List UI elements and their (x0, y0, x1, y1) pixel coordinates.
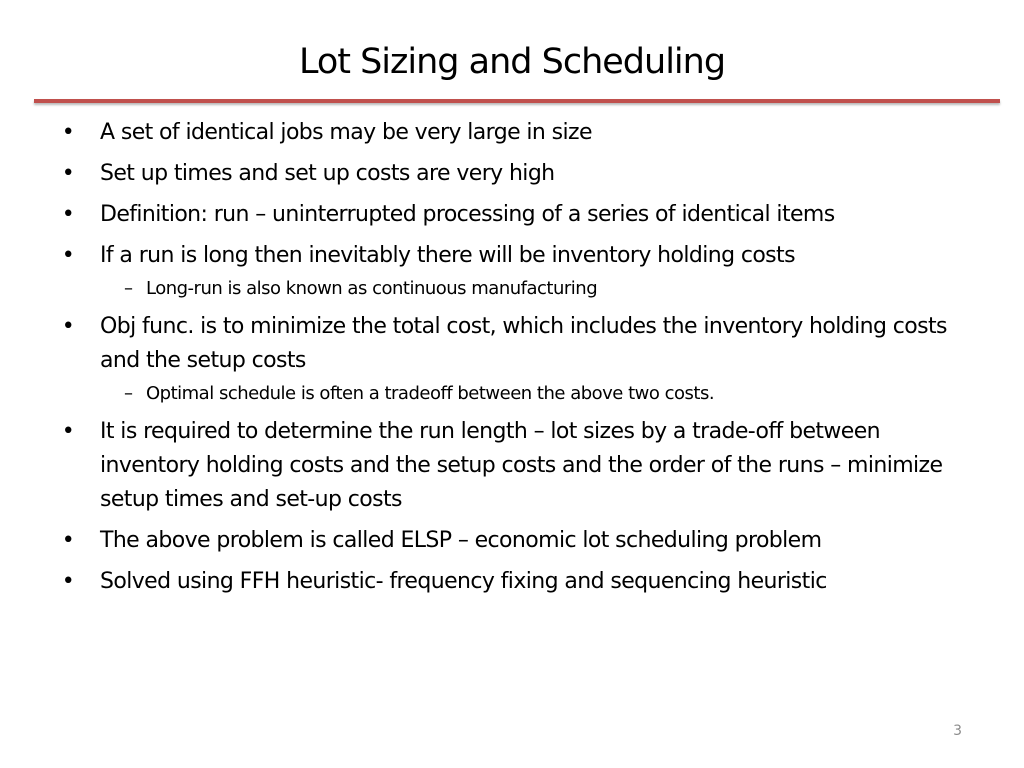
bullet-item (0, 415, 1024, 517)
bullet-text: Obj func. is to minimize the total cost, which includes the inventory holding costs and the setup costs (100, 314, 947, 373)
slide-title: Lot Sizing and Scheduling (298, 42, 726, 82)
bullet-marker: • (61, 120, 75, 145)
bullet-text: Solved using FFH heuristic- frequency fixing and sequencing heuristic (100, 569, 827, 594)
bullet-text: The above problem is called ELSP – economic lot scheduling problem (100, 528, 822, 553)
bullet-text: Set up times and set up costs are very high (100, 161, 555, 186)
sub-bullet-marker: – (124, 383, 133, 404)
bullet-text: It is required to determine the run length – lot sizes by a trade-off between inventory holding costs and the setup costs and the order of the runs – minimize setup times and set-up costs (100, 419, 943, 512)
bullet-marker: • (61, 314, 75, 339)
sub-bullet-item (0, 381, 1024, 407)
title-divider (34, 99, 1000, 103)
sub-bullet-marker: – (124, 278, 133, 299)
bullet-marker: • (61, 419, 75, 444)
bullet-item (0, 198, 1024, 232)
bullet-marker: • (61, 243, 75, 268)
bullet-text: Definition: run – uninterrupted processing of a series of identical items (100, 202, 835, 227)
bullet-item (0, 310, 1024, 378)
bullet-item (0, 239, 1024, 273)
slide-number: 3 (953, 723, 962, 739)
bullet-item (0, 524, 1024, 558)
bullet-item (0, 565, 1024, 599)
sub-bullet-item (0, 276, 1024, 302)
bullet-item (0, 116, 1024, 150)
sub-bullet-text: Optimal schedule is often a tradeoff between the above two costs. (146, 383, 715, 404)
bullet-list (0, 116, 1024, 606)
bullet-text: A set of identical jobs may be very large in size (100, 120, 592, 145)
bullet-marker: • (61, 202, 75, 227)
bullet-text: If a run is long then inevitably there will be inventory holding costs (100, 243, 795, 268)
bullet-marker: • (61, 161, 75, 186)
bullet-item (0, 157, 1024, 191)
sub-bullet-text: Long-run is also known as continuous manufacturing (146, 278, 598, 299)
bullet-marker: • (61, 528, 75, 553)
bullet-marker: • (61, 569, 75, 594)
